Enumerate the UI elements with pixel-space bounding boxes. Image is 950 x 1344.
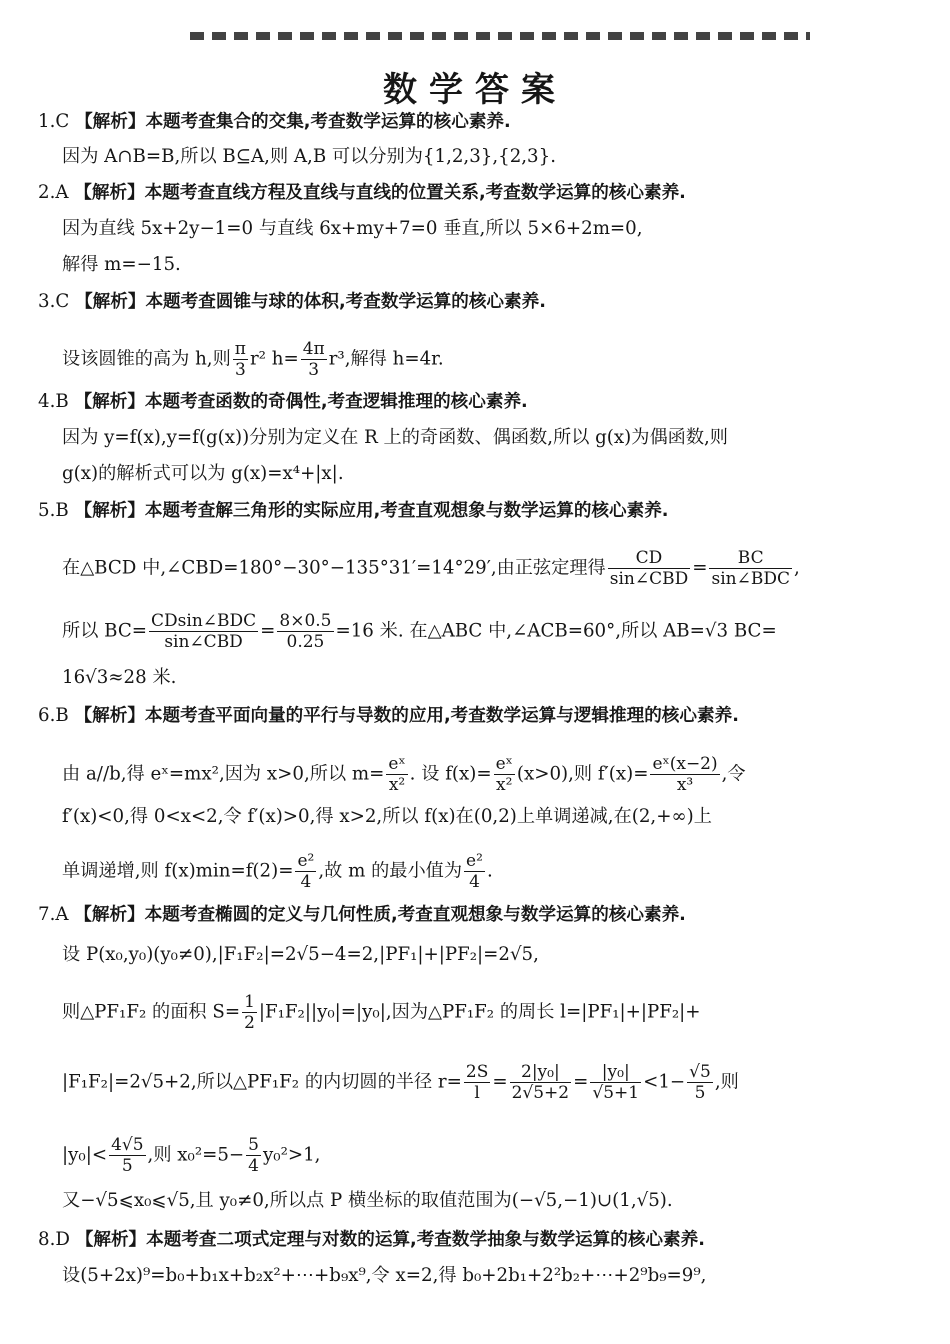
q6-frac-2-num: eˣ bbox=[495, 754, 513, 774]
q7-frac-2-den: l bbox=[474, 1083, 480, 1103]
q7-text-i: ,则 x₀²=5− bbox=[147, 1144, 245, 1166]
q4-answer: B bbox=[55, 391, 69, 412]
q7-frac-1 bbox=[242, 992, 257, 1033]
page-title: 数学答案 bbox=[383, 70, 567, 110]
q6-frac-4-num: e² bbox=[297, 851, 315, 871]
q6-frac-3-num: eˣ(x−2) bbox=[652, 754, 718, 774]
q5-number: 5. bbox=[38, 500, 56, 521]
q6-frac-2-den: x² bbox=[496, 775, 513, 795]
q3-frac-2-num: 4π bbox=[302, 339, 325, 359]
q7-text-c: |F₁F₂|=2√5+2,所以△PF₁F₂ 的内切圆的半径 r= bbox=[62, 1071, 462, 1093]
q7-frac-3-num: 2|y₀| bbox=[510, 1062, 572, 1083]
q3-text-b: r² h= bbox=[249, 348, 299, 370]
q7-line-3 bbox=[62, 1062, 739, 1103]
q6-text-c: (x>0),则 f′(x)= bbox=[516, 763, 649, 785]
q5-text-b: = bbox=[692, 557, 708, 579]
q1-number: 1. bbox=[38, 111, 56, 132]
q7-frac-5-num: √5 bbox=[689, 1062, 711, 1082]
question-8-header bbox=[38, 1227, 705, 1253]
question-3-header bbox=[38, 289, 546, 315]
q7-frac-2 bbox=[464, 1062, 490, 1103]
q7-answer: A bbox=[55, 904, 69, 925]
q5-text-c: , bbox=[793, 557, 800, 579]
q3-frac-2 bbox=[301, 339, 327, 380]
q7-line-2 bbox=[62, 992, 701, 1033]
q8-answer: D bbox=[55, 1229, 70, 1250]
q7-frac-7-den: 4 bbox=[248, 1156, 259, 1176]
q7-line-4 bbox=[62, 1135, 320, 1176]
q7-frac-3-den: 2√5+2 bbox=[511, 1083, 570, 1103]
q6-frac-5-num: e² bbox=[466, 851, 483, 871]
q5-frac-2 bbox=[709, 548, 791, 589]
q2-answer: A bbox=[55, 182, 69, 203]
q8-analysis-heading: 【解析】本题考查二项式定理与对数的运算,考查数学抽象与数学运算的核心素养. bbox=[75, 1230, 705, 1250]
q4-analysis-heading: 【解析】本题考查函数的奇偶性,考查逻辑推理的核心素养. bbox=[74, 392, 528, 412]
q6-frac-1 bbox=[386, 754, 407, 795]
q7-line-5: 又−√5⩽x₀⩽√5,且 y₀≠0,所以点 P 横坐标的取值范围为(−√5,−1)∪(1,√5). bbox=[62, 1190, 673, 1211]
q6-frac-4 bbox=[295, 851, 316, 892]
q6-text-d: ,令 bbox=[721, 763, 746, 785]
q6-number: 6. bbox=[38, 705, 56, 726]
q5-line-2 bbox=[62, 611, 777, 652]
q7-frac-5 bbox=[687, 1062, 713, 1103]
q5-frac-3-den: sin∠CBD bbox=[164, 632, 243, 652]
q6-frac-4-den: 4 bbox=[300, 872, 312, 892]
question-4-header bbox=[38, 389, 528, 415]
q6-frac-3 bbox=[650, 754, 719, 795]
q3-text-c: r³,解得 h=4r. bbox=[328, 348, 444, 370]
q6-text-g: . bbox=[486, 860, 493, 882]
q5-frac-1 bbox=[608, 548, 690, 589]
q7-frac-6-num: 4√5 bbox=[111, 1135, 144, 1155]
q4-number: 4. bbox=[38, 391, 56, 412]
q6-text-f: ,故 m 的最小值为 bbox=[318, 860, 463, 882]
q3-line-1 bbox=[62, 339, 444, 380]
q7-text-h: |y₀|< bbox=[62, 1144, 108, 1166]
q5-frac-2-den: sin∠BDC bbox=[711, 569, 790, 589]
q2-number: 2. bbox=[38, 182, 56, 203]
question-5-header bbox=[38, 498, 669, 524]
q5-frac-2-num: BC bbox=[709, 548, 791, 569]
q5-frac-4-num: 8×0.5 bbox=[279, 611, 332, 631]
q1-line-1: 因为 A∩B=B,所以 B⊆A,则 A,B 可以分别为{1,2,3},{2,3}. bbox=[62, 146, 556, 167]
q5-analysis-heading: 【解析】本题考查解三角形的实际应用,考查直观想象与数学运算的核心素养. bbox=[74, 501, 669, 521]
q5-frac-3 bbox=[149, 611, 258, 652]
q3-frac-2-den: 3 bbox=[308, 360, 320, 380]
q8-number: 8. bbox=[38, 1229, 56, 1250]
q6-text-b: . 设 f(x)= bbox=[409, 763, 492, 785]
q7-number: 7. bbox=[38, 904, 56, 925]
q7-text-f: <1− bbox=[643, 1071, 686, 1093]
q7-frac-4 bbox=[590, 1062, 641, 1103]
q1-analysis-heading: 【解析】本题考查集合的交集,考查数学运算的核心素养. bbox=[75, 112, 511, 132]
q7-frac-5-den: 5 bbox=[694, 1083, 706, 1103]
q2-line-2: 解得 m=−15. bbox=[62, 254, 181, 275]
q2-analysis-heading: 【解析】本题考查直线方程及直线与直线的位置关系,考查数学运算的核心素养. bbox=[74, 183, 686, 203]
q5-frac-1-num: CD bbox=[608, 548, 690, 569]
q6-answer: B bbox=[55, 705, 69, 726]
q3-answer: C bbox=[55, 291, 70, 312]
q3-frac-1 bbox=[233, 339, 248, 380]
q5-line-3: 16√3≈28 米. bbox=[62, 667, 177, 688]
q5-frac-4-den: 0.25 bbox=[286, 632, 325, 652]
q5-frac-1-den: sin∠CBD bbox=[609, 569, 689, 589]
q6-text-a: 由 a//b,得 eˣ=mx²,因为 x>0,所以 m= bbox=[62, 763, 385, 785]
q7-text-j: y₀²>1, bbox=[263, 1144, 321, 1166]
q7-text-g: ,则 bbox=[714, 1071, 739, 1093]
q7-frac-6 bbox=[109, 1135, 145, 1176]
q7-frac-3 bbox=[510, 1062, 572, 1103]
q1-answer: C bbox=[55, 111, 70, 132]
cropped-header-text bbox=[190, 26, 810, 40]
q7-line-1: 设 P(x₀,y₀)(y₀≠0),|F₁F₂|=2√5−4=2,|PF₁|+|PF₂|=2√5, bbox=[62, 944, 539, 965]
q7-frac-1-num: 1 bbox=[244, 992, 255, 1012]
q7-text-b: |F₁F₂||y₀|=|y₀|,因为△PF₁F₂ 的周长 l=|PF₁|+|PF₂|+ bbox=[258, 1001, 701, 1023]
q5-text-d: 所以 BC= bbox=[62, 620, 148, 642]
q5-text-e: = bbox=[260, 620, 276, 642]
q7-frac-4-den: √5+1 bbox=[592, 1083, 640, 1103]
q6-frac-1-den: x² bbox=[388, 775, 406, 795]
q3-text-a: 设该圆锥的高为 h,则 bbox=[62, 348, 231, 370]
question-7-header bbox=[38, 902, 686, 928]
q6-frac-2 bbox=[494, 754, 515, 795]
q7-frac-4-num: |y₀| bbox=[590, 1062, 641, 1083]
q7-frac-2-num: 2S bbox=[465, 1062, 489, 1082]
q6-frac-1-num: eˣ bbox=[388, 754, 406, 774]
q7-frac-1-den: 2 bbox=[244, 1013, 255, 1033]
q7-text-a: 则△PF₁F₂ 的面积 S= bbox=[62, 1001, 241, 1023]
q5-frac-4 bbox=[277, 611, 333, 652]
question-1-header bbox=[38, 109, 511, 135]
q3-analysis-heading: 【解析】本题考查圆锥与球的体积,考查数学运算的核心素养. bbox=[75, 292, 546, 312]
q7-text-e: = bbox=[573, 1071, 589, 1093]
q3-number: 3. bbox=[38, 291, 56, 312]
q5-answer: B bbox=[55, 500, 69, 521]
question-6-header bbox=[38, 703, 739, 729]
q6-frac-3-den: x³ bbox=[676, 775, 694, 795]
q8-line-1: 设(5+2x)⁹=b₀+b₁x+b₂x²+⋯+b₉x⁹,令 x=2,得 b₀+2b₁+2²b₂+⋯+2⁹b₉=9⁹, bbox=[62, 1265, 707, 1286]
q6-frac-5-den: 4 bbox=[469, 872, 480, 892]
q3-frac-1-num: π bbox=[234, 339, 246, 359]
q6-frac-5 bbox=[464, 851, 485, 892]
q7-frac-6-den: 5 bbox=[121, 1156, 133, 1176]
q6-text-e: 单调递增,则 f(x)min=f(2)= bbox=[62, 860, 294, 882]
q2-line-1: 因为直线 5x+2y−1=0 与直线 6x+my+7=0 垂直,所以 5×6+2m=0, bbox=[62, 218, 643, 239]
q3-frac-1-den: 3 bbox=[234, 360, 246, 380]
q4-line-2: g(x)的解析式可以为 g(x)=x⁴+|x|. bbox=[62, 463, 344, 484]
q6-analysis-heading: 【解析】本题考查平面向量的平行与导数的应用,考查数学运算与逻辑推理的核心素养. bbox=[74, 706, 739, 726]
question-2-header bbox=[38, 180, 686, 206]
q7-frac-7 bbox=[246, 1135, 261, 1176]
q6-line-1 bbox=[62, 754, 746, 795]
q7-analysis-heading: 【解析】本题考查椭圆的定义与几何性质,考查直观想象与数学运算的核心素养. bbox=[74, 905, 686, 925]
q5-text-a: 在△BCD 中,∠CBD=180°−30°−135°31′=14°29′,由正弦定理得 bbox=[62, 557, 606, 579]
q6-line-3 bbox=[62, 851, 493, 892]
q5-text-f: =16 米. 在△ABC 中,∠ACB=60°,所以 AB=√3 BC= bbox=[335, 620, 777, 642]
q6-line-2: f′(x)<0,得 0<x<2,令 f′(x)>0,得 x>2,所以 f(x)在(0,2)上单调递减,在(2,+∞)上 bbox=[62, 806, 712, 827]
q7-text-d: = bbox=[492, 1071, 508, 1093]
q5-line-1 bbox=[62, 548, 800, 589]
q4-line-1: 因为 y=f(x),y=f(g(x))分别为定义在 R 上的奇函数、偶函数,所以 g(x)为偶函数,则 bbox=[62, 427, 728, 448]
q7-frac-7-num: 5 bbox=[248, 1135, 259, 1155]
q5-frac-3-num: CDsin∠BDC bbox=[151, 611, 257, 631]
